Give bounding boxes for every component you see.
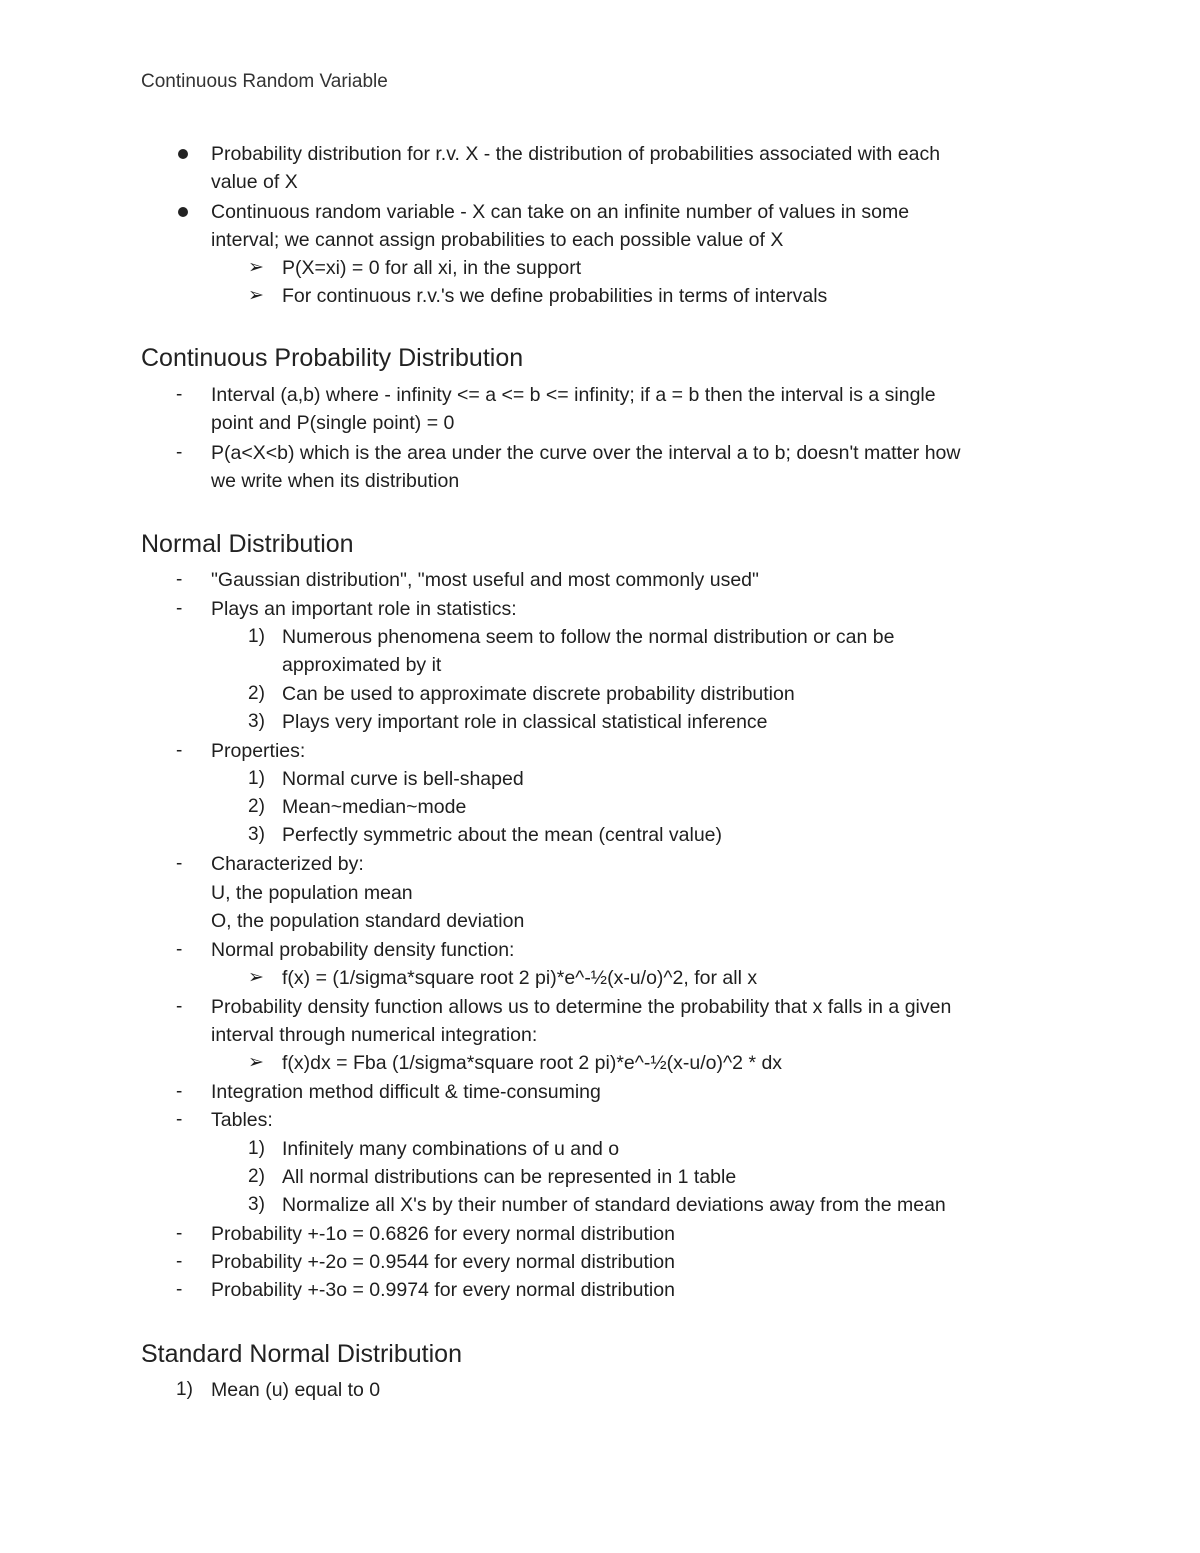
arrow-bullet-icon: ➢: [248, 1052, 264, 1073]
arrow-bullet-icon: ➢: [248, 967, 264, 988]
dash-bullet: -: [176, 1081, 183, 1102]
number-marker: 2): [248, 796, 265, 817]
intro-bullet-1-line-2: value of X: [211, 171, 298, 193]
normal-char-u: U, the population mean: [211, 882, 413, 904]
cpd-item-2-line-2: we write when its distribution: [211, 470, 460, 492]
dash-bullet: -: [176, 939, 183, 960]
normal-integration: Integration method difficult & time-consuming: [211, 1081, 601, 1103]
normal-prop-3: Perfectly symmetric about the mean (central value): [282, 824, 723, 846]
normal-integral-formula: f(x)dx = Fba (1/sigma*square root 2 pi)*e^-½(x-u/o)^2 * dx: [282, 1052, 783, 1074]
dash-bullet: -: [176, 1109, 183, 1130]
intro-bullet-2-line-2: interval; we cannot assign probabilities to each possible value of X: [211, 229, 784, 251]
dash-bullet: -: [176, 442, 183, 463]
normal-pdf: Normal probability density function:: [211, 939, 515, 961]
dash-bullet: -: [176, 384, 183, 405]
normal-prop-1: Normal curve is bell-shaped: [282, 768, 524, 790]
heading-standard-normal-distribution: Standard Normal Distribution: [141, 1340, 462, 1368]
arrow-bullet-icon: ➢: [248, 285, 264, 306]
number-marker: 3): [248, 1194, 265, 1215]
number-marker: 3): [248, 824, 265, 845]
normal-role-2: Can be used to approximate discrete probability distribution: [282, 683, 795, 705]
normal-pdf-allows-line-1: Probability density function allows us to determine the probability that x falls in a given: [211, 996, 952, 1018]
cpd-item-1-line-2: point and P(single point) = 0: [211, 412, 455, 434]
normal-characterized: Characterized by:: [211, 853, 364, 875]
dash-bullet: -: [176, 740, 183, 761]
number-marker: 3): [248, 711, 265, 732]
normal-table-3: Normalize all X's by their number of standard deviations away from the mean: [282, 1194, 946, 1216]
dash-bullet: -: [176, 996, 183, 1017]
normal-prop-2: Mean~median~mode: [282, 796, 467, 818]
dash-bullet: -: [176, 1251, 183, 1272]
dash-bullet: -: [176, 1223, 183, 1244]
number-marker: 1): [176, 1379, 193, 1400]
intro-sub-item-2: For continuous r.v.'s we define probabilities in terms of intervals: [282, 285, 828, 307]
standard-item-1: Mean (u) equal to 0: [211, 1379, 381, 1401]
heading-normal-distribution: Normal Distribution: [141, 530, 354, 558]
normal-table-2: All normal distributions can be represented in 1 table: [282, 1166, 737, 1188]
dash-bullet: -: [176, 569, 183, 590]
normal-table-1: Infinitely many combinations of u and o: [282, 1138, 620, 1160]
dash-bullet: -: [176, 853, 183, 874]
arrow-bullet-icon: ➢: [248, 257, 264, 278]
cpd-item-1-line-1: Interval (a,b) where - infinity <= a <= b <= infinity; if a = b then the interval is a single: [211, 384, 936, 406]
number-marker: 1): [248, 768, 265, 789]
bullet-dot-icon: [178, 149, 188, 159]
intro-bullet-1-line-1: Probability distribution for r.v. X - the distribution of probabilities associated with each: [211, 143, 941, 165]
number-marker: 1): [248, 626, 265, 647]
normal-prob-2: Probability +-2o = 0.9544 for every normal distribution: [211, 1251, 675, 1273]
normal-char-o: O, the population standard deviation: [211, 910, 525, 932]
number-marker: 2): [248, 683, 265, 704]
normal-role: Plays an important role in statistics:: [211, 598, 517, 620]
normal-pdf-formula: f(x) = (1/sigma*square root 2 pi)*e^-½(x-u/o)^2, for all x: [282, 967, 758, 989]
normal-prob-3: Probability +-3o = 0.9974 for every normal distribution: [211, 1279, 675, 1301]
normal-role-3: Plays very important role in classical statistical inference: [282, 711, 768, 733]
normal-prob-1: Probability +-1o = 0.6826 for every normal distribution: [211, 1223, 675, 1245]
document-title: Continuous Random Variable: [141, 71, 388, 92]
bullet-dot-icon: [178, 207, 188, 217]
intro-sub-item-1: P(X=xi) = 0 for all xi, in the support: [282, 257, 582, 279]
number-marker: 1): [248, 1138, 265, 1159]
heading-continuous-probability-distribution: Continuous Probability Distribution: [141, 344, 524, 372]
normal-properties: Properties:: [211, 740, 306, 762]
cpd-item-2-line-1: P(a<X<b) which is the area under the curve over the interval a to b; doesn't matter how: [211, 442, 961, 464]
normal-gaussian: "Gaussian distribution", "most useful and most commonly used": [211, 569, 759, 591]
number-marker: 2): [248, 1166, 265, 1187]
dash-bullet: -: [176, 598, 183, 619]
intro-bullet-2-line-1: Continuous random variable - X can take on an infinite number of values in some: [211, 201, 910, 223]
normal-pdf-allows-line-2: interval through numerical integration:: [211, 1024, 538, 1046]
normal-role-1-line-1: Numerous phenomena seem to follow the normal distribution or can be: [282, 626, 895, 648]
dash-bullet: -: [176, 1279, 183, 1300]
normal-role-1-line-2: approximated by it: [282, 654, 442, 676]
normal-tables: Tables:: [211, 1109, 273, 1131]
